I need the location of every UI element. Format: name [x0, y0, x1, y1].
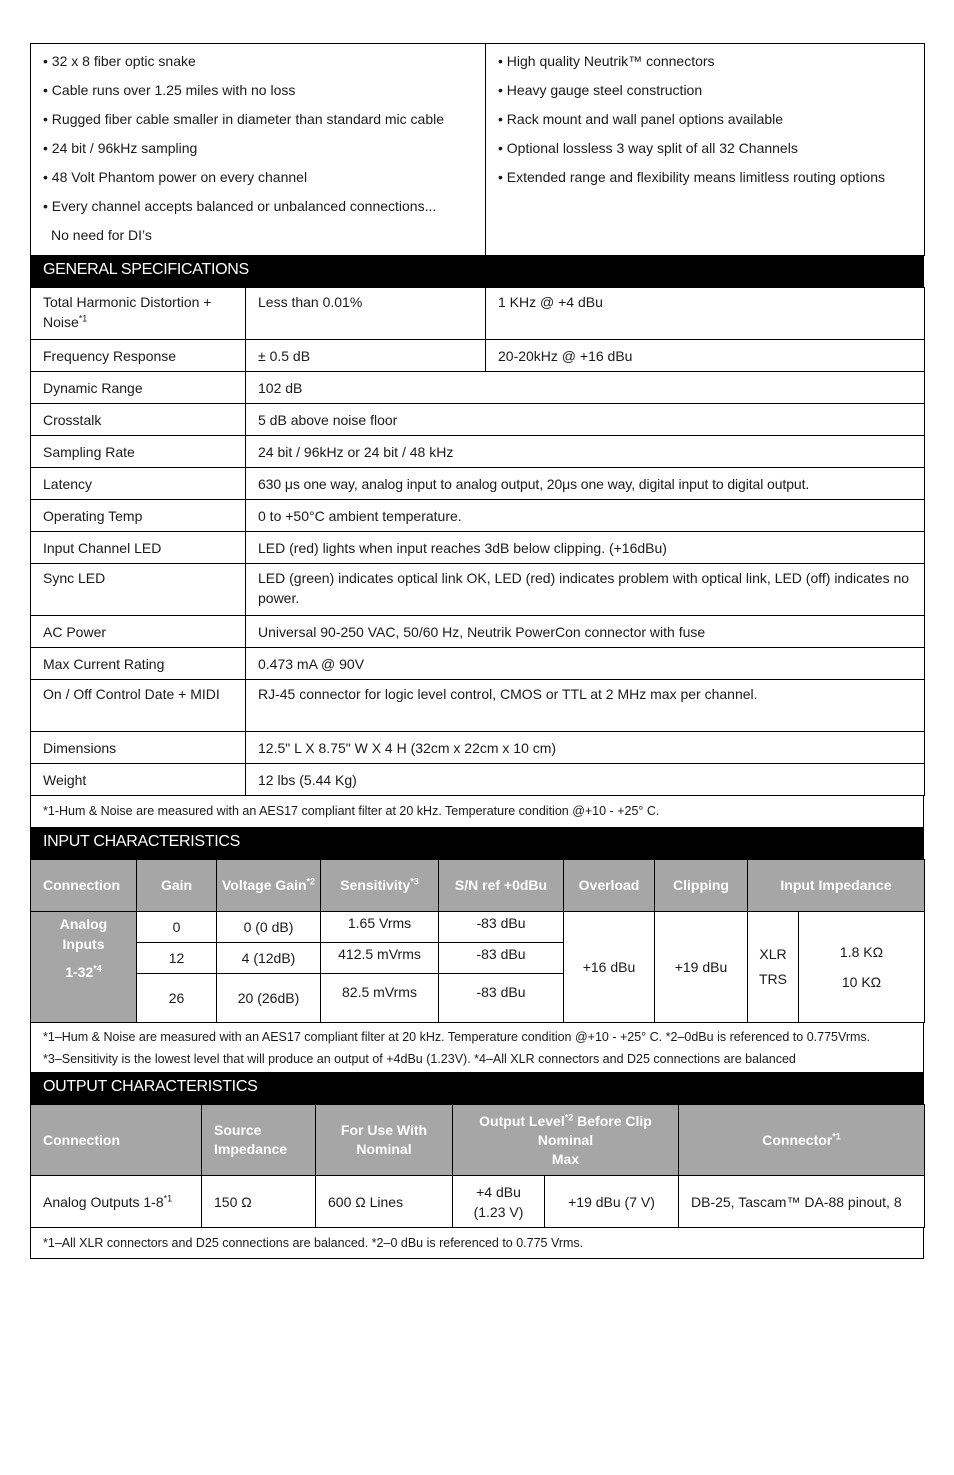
spec-value: 630 μs one way, analog input to analog output, 20μs one way, digital input to digital output.	[246, 468, 925, 500]
col-header-source-impedance: Source Impedance	[202, 1105, 316, 1176]
voltage-gain-cell: 4 (12dB)	[217, 943, 321, 974]
feature-item: • High quality Neutrik™ connectors	[498, 53, 715, 69]
col-header-sensitivity: Sensitivity$^{*3}$	[321, 860, 439, 912]
general-specs-header: GENERAL SPECIFICATIONS	[30, 256, 924, 287]
spec-condition: 20-20kHz @ +16 dBu	[486, 340, 925, 372]
gain-cell: 0	[137, 912, 217, 943]
spec-label: Dynamic Range	[31, 372, 246, 404]
output-characteristics-header: OUTPUT CHARACTERISTICS	[30, 1073, 924, 1104]
output-footnote: *1–All XLR connectors and D25 connections are balanced. *2–0 dBu is referenced to 0.775 Vrms.	[30, 1228, 924, 1259]
output-max-cell: +19 dBu (7 V)	[545, 1176, 679, 1228]
gain-cell: 26	[137, 974, 217, 1023]
col-header-sn: S/N ref +0dBu	[439, 860, 564, 912]
spec-label: AC Power	[31, 616, 246, 648]
features-table	[30, 43, 925, 256]
features-left	[31, 44, 486, 256]
voltage-gain-cell: 0 (0 dB)	[217, 912, 321, 943]
spec-value: Universal 90-250 VAC, 50/60 Hz, Neutrik PowerCon connector with fuse	[246, 616, 925, 648]
spec-value: LED (red) lights when input reaches 3dB below clipping. (+16dBu)	[246, 532, 925, 564]
output-nominal-cell: +4 dBu (1.23 V)	[453, 1176, 545, 1228]
overload-cell: +16 dBu	[564, 912, 655, 1023]
spec-label: Latency	[31, 468, 246, 500]
input-characteristics-table	[30, 859, 925, 1023]
feature-item: • 24 bit / 96kHz sampling	[43, 140, 198, 156]
output-connection-cell: Analog Outputs 1-8$^{*1}$	[31, 1176, 202, 1228]
input-footnotes: *1–Hum & Noise are measured with an AES17 compliant filter at 20 kHz. Temperature condition @+10 - +25° C. *2–0dBu is referenced to 0.775Vrms. *3–Sensitivity is the lowest level that will produce an output of +4dBu (1.23V). *4–All XLR connectors and D25 connections are balanced	[30, 1023, 924, 1073]
spec-label: Sampling Rate	[31, 436, 246, 468]
spec-label: Max Current Rating	[31, 648, 246, 680]
spec-label: Total Harmonic Distortion + Noise$^{*1}$	[31, 288, 246, 340]
spec-value: 24 bit / 96kHz or 24 bit / 48 kHz	[246, 436, 925, 468]
general-footnote: *1-Hum & Noise are measured with an AES17 compliant filter at 20 kHz. Temperature condition @+10 - +25° C.	[30, 796, 924, 828]
spec-label: Frequency Response	[31, 340, 246, 372]
gain-cell: 12	[137, 943, 217, 974]
features-right	[486, 44, 925, 256]
spec-sheet	[30, 43, 924, 1259]
general-specs-table	[30, 287, 925, 796]
feature-item: No need for DI’s	[51, 227, 152, 243]
col-header-gain: Gain	[137, 860, 217, 912]
input-characteristics-header: INPUT CHARACTERISTICS	[30, 828, 924, 859]
feature-item: • 32 x 8 fiber optic snake	[43, 53, 196, 69]
spec-label: Input Channel LED	[31, 532, 246, 564]
feature-item: • Optional lossless 3 way split of all 32 Channels	[498, 140, 798, 156]
feature-item: • Rack mount and wall panel options available	[498, 111, 784, 127]
col-header-impedance: Input Impedance	[748, 860, 925, 912]
spec-condition: 1 KHz @ +4 dBu	[486, 288, 925, 340]
spec-label: On / Off Control Date + MIDI	[31, 680, 246, 732]
output-source-cell: 150 Ω	[202, 1176, 316, 1228]
col-header-connector: Connector$^{*1}$	[679, 1105, 925, 1176]
feature-item: • Cable runs over 1.25 miles with no loss	[43, 82, 296, 98]
sn-cell: -83 dBu	[439, 974, 564, 1023]
spec-value: 12 lbs (5.44 Kg)	[246, 764, 925, 796]
spec-value: 0.473 mA @ 90V	[246, 648, 925, 680]
col-header-clipping: Clipping	[655, 860, 748, 912]
sensitivity-cell: 82.5 mVrms	[321, 974, 439, 1023]
feature-item: • Extended range and flexibility means limitless routing options	[498, 169, 885, 185]
sn-cell: -83 dBu	[439, 912, 564, 943]
spec-label: Dimensions	[31, 732, 246, 764]
col-header-for-use-with: For Use With Nominal	[316, 1105, 453, 1176]
feature-item: • Every channel accepts balanced or unbalanced connections...	[43, 198, 437, 214]
feature-item: • Heavy gauge steel construction	[498, 82, 703, 98]
spec-value: LED (green) indicates optical link OK, LED (red) indicates problem with optical link, LED (off) indicates no power.	[246, 564, 925, 616]
spec-label: Operating Temp	[31, 500, 246, 532]
spec-label: Weight	[31, 764, 246, 796]
spec-value: 102 dB	[246, 372, 925, 404]
spec-value: 5 dB above noise floor	[246, 404, 925, 436]
feature-item: • Rugged fiber cable smaller in diameter than standard mic cable	[43, 111, 444, 127]
feature-item: • 48 Volt Phantom power on every channel	[43, 169, 308, 185]
col-header-voltage-gain: Voltage Gain$^{*2}$	[217, 860, 321, 912]
spec-value: RJ-45 connector for logic level control, CMOS or TTL at 2 MHz max per channel.	[246, 680, 925, 732]
output-for-use-cell: 600 Ω Lines	[316, 1176, 453, 1228]
spec-value: 12.5" L X 8.75" W X 4 H (32cm x 22cm x 10 cm)	[246, 732, 925, 764]
impedance-value-cell: 1.8 KΩ 10 KΩ	[799, 912, 925, 1023]
output-characteristics-table	[30, 1104, 925, 1228]
spec-value: Less than 0.01%	[246, 288, 486, 340]
sensitivity-cell: 1.65 Vrms	[321, 912, 439, 943]
col-header-connection: Connection	[31, 860, 137, 912]
sn-cell: -83 dBu	[439, 943, 564, 974]
clipping-cell: +19 dBu	[655, 912, 748, 1023]
spec-value: ± 0.5 dB	[246, 340, 486, 372]
spec-value: 0 to +50°C ambient temperature.	[246, 500, 925, 532]
sensitivity-cell: 412.5 mVrms	[321, 943, 439, 974]
analog-inputs-cell: Analog Inputs 1-32$^{*4}$	[31, 912, 137, 1023]
spec-label: Crosstalk	[31, 404, 246, 436]
col-header-connection: Connection	[31, 1105, 202, 1176]
col-header-output-level: Output Level$^{*2}$ Before Clip Nominal Max	[453, 1105, 679, 1176]
col-header-overload: Overload	[564, 860, 655, 912]
voltage-gain-cell: 20 (26dB)	[217, 974, 321, 1023]
spec-label: Sync LED	[31, 564, 246, 616]
output-connector-cell: DB-25, Tascam™ DA-88 pinout, 8	[679, 1176, 925, 1228]
impedance-type-cell: XLR TRS	[748, 912, 799, 1023]
